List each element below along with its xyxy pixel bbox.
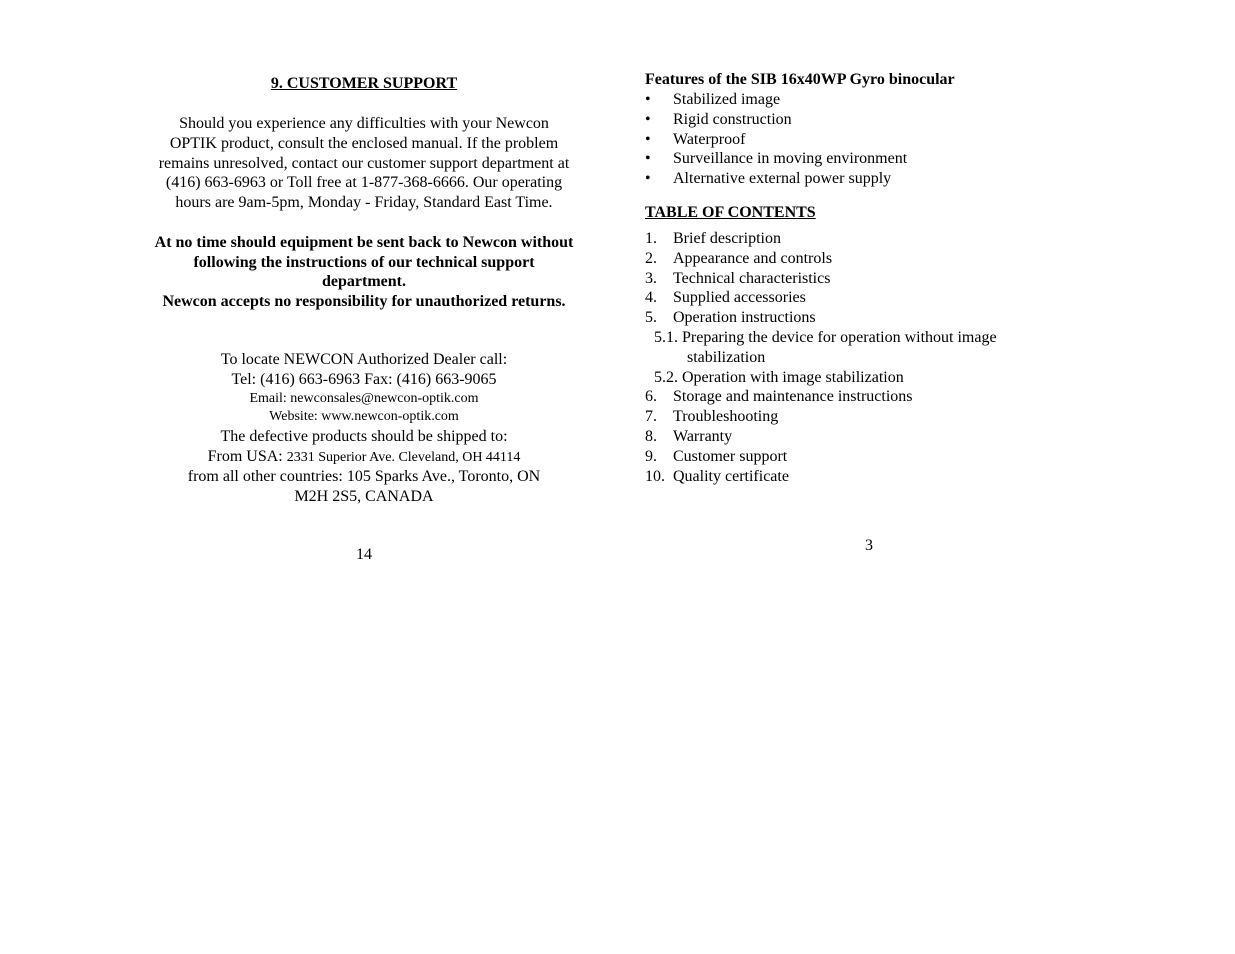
toc-number: 8.	[645, 427, 657, 445]
toc-item	[645, 427, 1065, 447]
toc-label: Operation instructions	[673, 309, 816, 327]
bullet-icon: •	[645, 91, 651, 108]
toc-number: 9.	[645, 447, 657, 465]
customer-support-title: 9. CUSTOMER SUPPORT	[270, 75, 458, 92]
page-number-right: 3	[865, 537, 873, 554]
tel-fax-text: Tel: (416) 663-6963 Fax: (416) 663-9065	[231, 371, 497, 389]
list-item	[645, 169, 1065, 189]
feature-label: Waterproof	[673, 130, 746, 148]
toc-label: Storage and maintenance instructions	[673, 388, 913, 406]
bullet-icon: •	[645, 170, 651, 188]
toc-item	[645, 249, 1065, 269]
list-item	[645, 110, 1065, 130]
toc-number: 10.	[645, 467, 665, 485]
toc-label: Brief description	[673, 229, 781, 247]
notice-line: following the instructions of our technical support	[193, 253, 535, 271]
toc-number: 7.	[645, 408, 657, 426]
toc-label: Preparing the device for operation without image	[682, 328, 997, 346]
bullet-icon: •	[645, 110, 651, 128]
support-line: OPTIK product, consult the enclosed manual. If the problem	[169, 134, 559, 152]
feature-label: Rigid construction	[673, 110, 792, 128]
toc-number: 1.	[645, 229, 657, 247]
support-line: Should you experience any difficulties with your Newcon	[179, 115, 549, 132]
page-number-left: 14	[356, 546, 372, 563]
support-line: remains unresolved, contact our customer support department at	[158, 154, 570, 172]
toc-subitem	[645, 368, 1065, 388]
features-list	[645, 90, 1065, 189]
from-other-line: M2H 2S5, CANADA	[294, 488, 434, 506]
right-page	[645, 70, 1065, 486]
table-of-contents	[645, 229, 1065, 486]
from-usa-line	[138, 447, 590, 468]
support-paragraph	[138, 114, 590, 213]
toc-subitem	[645, 328, 1065, 368]
toc-number: 5.	[645, 309, 657, 327]
toc-item	[645, 308, 1065, 328]
notice-line: Newcon accepts no responsibility for unauthorized returns.	[162, 292, 566, 310]
shipped-to-text: The defective products should be shipped to:	[220, 427, 508, 445]
bullet-icon: •	[645, 130, 651, 148]
toc-label: Technical characteristics	[673, 269, 831, 287]
list-item	[645, 90, 1065, 110]
bullet-icon: •	[645, 150, 651, 168]
list-item	[645, 130, 1065, 150]
toc-number: 6.	[645, 388, 657, 406]
toc-item	[645, 387, 1065, 407]
toc-label: Appearance and controls	[673, 249, 833, 267]
support-line: hours are 9am-5pm, Monday - Friday, Standard East Time.	[175, 194, 553, 212]
toc-number: 3.	[645, 269, 657, 287]
toc-item	[645, 467, 1065, 487]
toc-item	[645, 269, 1065, 289]
list-item	[645, 149, 1065, 169]
toc-label: Quality certificate	[673, 467, 789, 485]
toc-item	[645, 447, 1065, 467]
support-line: (416) 663-6963 or Toll free at 1-877-368-6666. Our operating	[165, 174, 563, 192]
dealer-contact-block	[138, 350, 590, 506]
toc-label-continued: stabilization	[687, 348, 766, 366]
from-usa-address: 2331 Superior Ave. Cleveland, OH 44114	[286, 449, 521, 465]
toc-label: Customer support	[673, 447, 788, 465]
toc-item	[645, 407, 1065, 427]
notice-line: At no time should equipment be sent back to Newcon without	[154, 233, 574, 251]
dealer-call-text: To locate NEWCON Authorized Dealer call:	[220, 351, 508, 369]
toc-number: 4.	[645, 289, 657, 307]
from-usa-label: From USA:	[207, 447, 287, 465]
toc-number: 2.	[645, 249, 657, 267]
returns-notice	[138, 233, 590, 311]
feature-label: Stabilized image	[673, 91, 781, 108]
toc-item	[645, 229, 1065, 249]
left-page	[138, 74, 590, 507]
toc-label: Operation with image stabilization	[682, 368, 904, 386]
features-title: Features of the SIB 16x40WP Gyro binocular	[645, 71, 955, 88]
toc-label: Supplied accessories	[673, 289, 806, 307]
toc-number: 5.1.	[654, 328, 678, 346]
email-text: Email: newconsales@newcon-optik.com	[249, 390, 479, 406]
toc-label: Warranty	[673, 427, 733, 445]
toc-title: TABLE OF CONTENTS	[645, 203, 816, 221]
toc-item	[645, 288, 1065, 308]
website-text: Website: www.newcon-optik.com	[269, 409, 459, 425]
feature-label: Surveillance in moving environment	[673, 150, 908, 168]
toc-label: Troubleshooting	[673, 408, 779, 426]
notice-line: department.	[322, 273, 406, 291]
feature-label: Alternative external power supply	[673, 170, 892, 188]
toc-number: 5.2.	[654, 368, 678, 386]
from-other-line: from all other countries: 105 Sparks Ave., Toronto, ON	[187, 468, 541, 486]
